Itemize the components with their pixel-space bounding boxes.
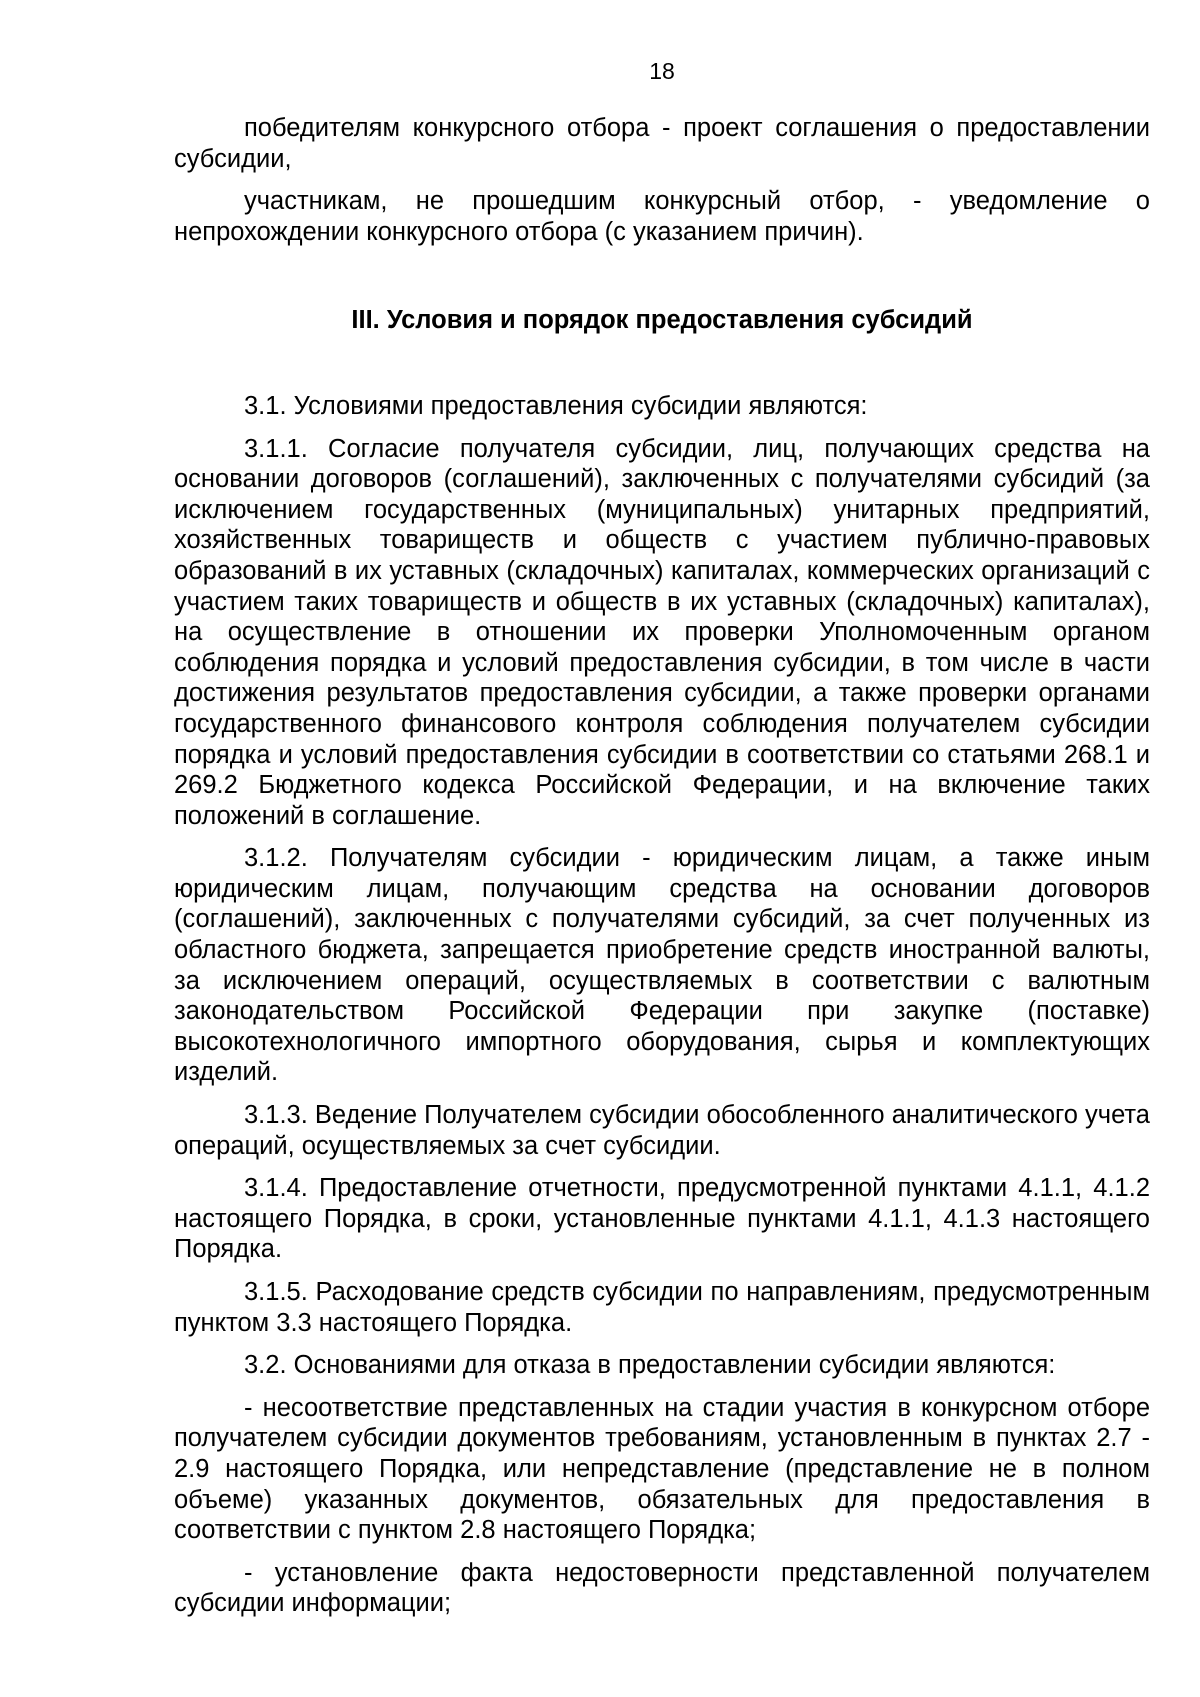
paragraph-3-1-5: 3.1.5. Расходование средств субсидии по направлениям, предусмотренным пунктом 3.3 настоящего Порядка. [174, 1278, 1150, 1337]
section-heading: III. Условия и порядок предоставления субсидий [351, 306, 973, 335]
paragraph-participants: участникам, не прошедшим конкурсный отбор, - уведомление о непрохождении конкурсного отбора (с указанием причин). [174, 187, 1150, 246]
paragraph-3-1: 3.1. Условиями предоставления субсидии являются: [244, 391, 868, 420]
paragraph-3-2: 3.2. Основаниями для отказа в предоставлении субсидии являются: [244, 1351, 1056, 1380]
document-page [174, 0, 1150, 1697]
paragraph-3-1-1: 3.1.1. Согласие получателя субсидии, лиц, получающих средства на основании договоров (соглашений), заключенных с получателями субсидий (за исключением государственных (муниципальных) унитарных предприятий, хозяйственных товариществ и обществ с участием публично-правовых образований в их уставных (складочных) капиталах, коммерческих организаций с участием таких товариществ и обществ в их уставных (складочных) капиталах), на осуществление в отношении их проверки Уполномоченным органом соблюдения порядка и условий предоставления субсидии, в том числе в части достижения результатов предоставления субсидии, а также проверки органами государственного финансового контроля соблюдения получателем субсидии порядка и условий предоставления субсидии в соответствии со статьями 268.1 и 269.2 Бюджетного кодекса Российской Федерации, и на включение таких положений в соглашение. [174, 434, 1150, 830]
paragraph-refusal-ground-2: - установление факта недостоверности представленной получателем субсидии информации; [174, 1558, 1150, 1618]
page-number: 18 [649, 58, 675, 84]
document-body [174, 113, 1150, 1619]
paragraph-refusal-ground-1: - несоответствие представленных на стадии участия в конкурсном отборе получателем субсидии документов требованиям, установленным в пунктах 2.7 - 2.9 настоящего Порядка, или непредставление (представление не в полном объеме) указанных документов, обязательных для предоставления в соответствии с пунктом 2.8 настоящего Порядка; [174, 1393, 1150, 1545]
paragraph-3-1-3: 3.1.3. Ведение Получателем субсидии обособленного аналитического учета операций, осуществляемых за счет субсидии. [174, 1101, 1150, 1160]
paragraph-winners: победителям конкурсного отбора - проект соглашения о предоставлении субсидии, [174, 114, 1150, 173]
paragraph-3-1-4: 3.1.4. Предоставление отчетности, предусмотренной пунктами 4.1.1, 4.1.2 настоящего Порядка, в сроки, установленные пунктами 4.1.1, 4.1.3 настоящего Порядка. [174, 1174, 1150, 1264]
paragraph-3-1-2: 3.1.2. Получателям субсидии - юридическим лицам, а также иным юридическим лицам, получающим средства на основании договоров (соглашений), заключенных с получателями субсидий, за счет полученных из областного бюджета, запрещается приобретение средств иностранной валюты, за исключением операций, осуществляемых в соответствии с валютным законодательством Российской Федерации при закупке (поставке) высокотехнологичного импортного оборудования, сырья и комплектующих изделий. [174, 844, 1150, 1087]
